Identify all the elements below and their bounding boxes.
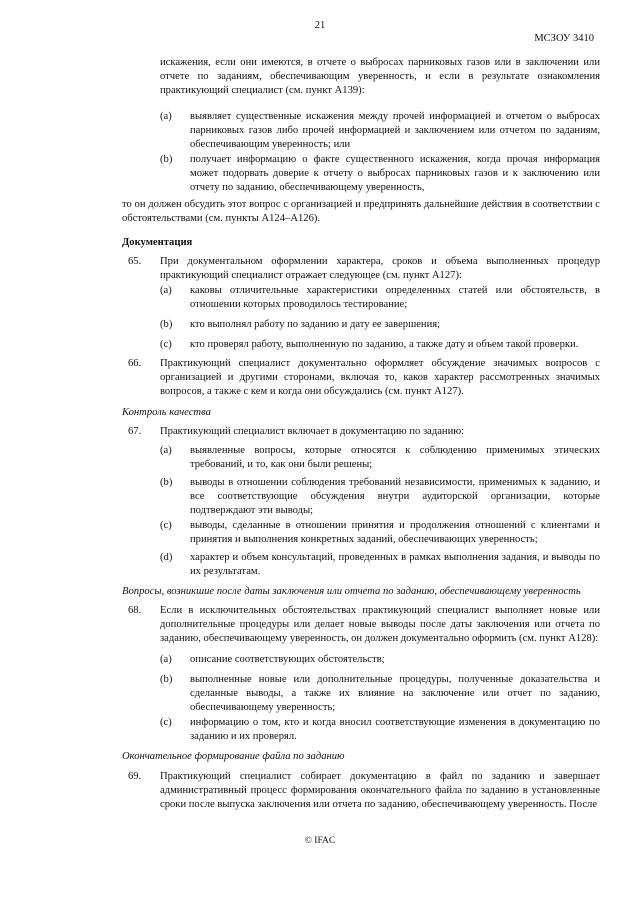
- para-68-item-b-text: выполненные новые или дополнительные процедуры, полученные доказательства и сделанные выводы, а также их влияние на заключение или отчет по заданию, обеспечивающему уверенность;: [190, 674, 600, 714]
- para-67-item-a-text: выявленные вопросы, которые относятся к соблюдению применимых этических требований, и то, как они были решены;: [190, 445, 600, 471]
- document-code: МСЗОУ 3410: [534, 33, 594, 44]
- para-67-item-b-text: выводы в отношении соблюдения требований независимости, применимых к заданию, и все соответствующие обсуждения внутри аудиторской организации, которые подтверждают эти выводы;: [190, 477, 600, 517]
- para-65-item-c-label: (c): [160, 339, 172, 350]
- para-65-item-a-label: (a): [160, 285, 172, 296]
- heading-documentation: Документация: [122, 237, 193, 248]
- footer-copyright: © IFAC: [304, 836, 336, 846]
- heading-quality-control: Контроль качества: [122, 407, 211, 418]
- para-67-item-c-text: выводы, сделанные в отношении принятия и продолжения отношений с клиентами и принятия и выполнения конкретных заданий, обеспечивающих уверенность;: [190, 520, 600, 546]
- para-68-item-a-label: (a): [160, 654, 172, 665]
- intro-item-b-label: (b): [160, 154, 173, 165]
- para-67-item-c-label: (c): [160, 520, 172, 531]
- para-68-item-b-label: (b): [160, 674, 173, 685]
- para-65-item-b-text: кто выполнял работу по заданию и дату ее завершения;: [190, 319, 441, 330]
- para-65-item-b-label: (b): [160, 319, 173, 330]
- heading-after-date: Вопросы, возникшие после даты заключения или отчета по заданию, обеспечивающему уверенность: [122, 586, 581, 597]
- para-68-number: 68.: [128, 605, 142, 616]
- para-68-item-c-label: (c): [160, 717, 172, 728]
- para-68-item-c-text: информацию о том, кто и когда вносил соответствующие изменения в документацию по заданию и их проверял.: [190, 717, 600, 743]
- para-65-number: 65.: [128, 256, 142, 267]
- para-69-number: 69.: [128, 771, 142, 782]
- intro-item-a-text: выявляет существенные искажения между прочей информацией и отчетом о выбросах парниковых газов либо прочей информацией и заключением или отчетом по заданиям, обеспечивающим уверенность; или: [190, 111, 600, 151]
- para-68-item-a-text: описание соответствующих обстоятельств;: [190, 654, 385, 665]
- para-66-number: 66.: [128, 358, 142, 369]
- para-68-text: Если в исключительных обстоятельствах практикующий специалист выполняет новые или дополнительные процедуры или делает новые выводы после даты заключения или отчета по заданию, обеспечивающему уверенность, он должен документально оформить (см. пункт A128):: [160, 605, 600, 645]
- page-number: 21: [314, 20, 326, 31]
- intro-item-a-label: (a): [160, 111, 172, 122]
- para-67-item-d-label: (d): [160, 552, 173, 563]
- para-66-text: Практикующий специалист документально оформляет обсуждение значимых вопросов с организацией и другими сторонами, включая то, каков характер рассмотренных значимых вопросов, а также с кем и когда они обсуждались (см. пункт A127).: [160, 358, 600, 398]
- para-67-item-b-label: (b): [160, 477, 173, 488]
- para-67-text: Практикующий специалист включает в документацию по заданию:: [160, 426, 465, 437]
- para-69-text: Практикующий специалист собирает документацию в файл по заданию и завершает административный процесс формирования окончательного файла по заданию в установленные сроки после выпуска заключения или отчета по заданию, обеспечивающему уверенность. После: [160, 771, 600, 811]
- para-65-item-a-text: каковы отличительные характеристики определенных статей или обстоятельств, в отношении которых проводилось тестирование;: [190, 285, 600, 311]
- para-67-item-a-label: (a): [160, 445, 172, 456]
- para-65-text: При документальном оформлении характера, сроков и объема выполненных процедур практикующий специалист отражает следующее (см. пункт A127):: [160, 256, 600, 282]
- intro-lead: искажения, если они имеются, в отчете о выбросах парниковых газов или в заключении или отчете по заданиям, обеспечивающим уверенность, и если в результате ознакомления практикующий специалист (см. пункт A139):: [160, 57, 600, 97]
- intro-item-b-text: получает информацию о факте существенного искажения, когда прочая информация может подорвать доверие к отчету о выбросах парниковых газов и к заключению или отчету по заданию, обеспечивающему уверенность,: [190, 154, 600, 194]
- intro-closing: то он должен обсудить этот вопрос с организацией и предпринять дальнейшие действия в соответствии с обстоятельствами (см. пункты A124–A126).: [122, 199, 600, 225]
- para-65-item-c-text: кто проверял работу, выполненную по заданию, а также дату и объем такой проверки.: [190, 339, 579, 350]
- heading-final-file: Окончательное формирование файла по заданию: [122, 751, 345, 762]
- para-67-item-d-text: характер и объем консультаций, проведенных в рамках выполнения задания, и выводы по их результатам.: [190, 552, 600, 578]
- para-67-number: 67.: [128, 426, 142, 437]
